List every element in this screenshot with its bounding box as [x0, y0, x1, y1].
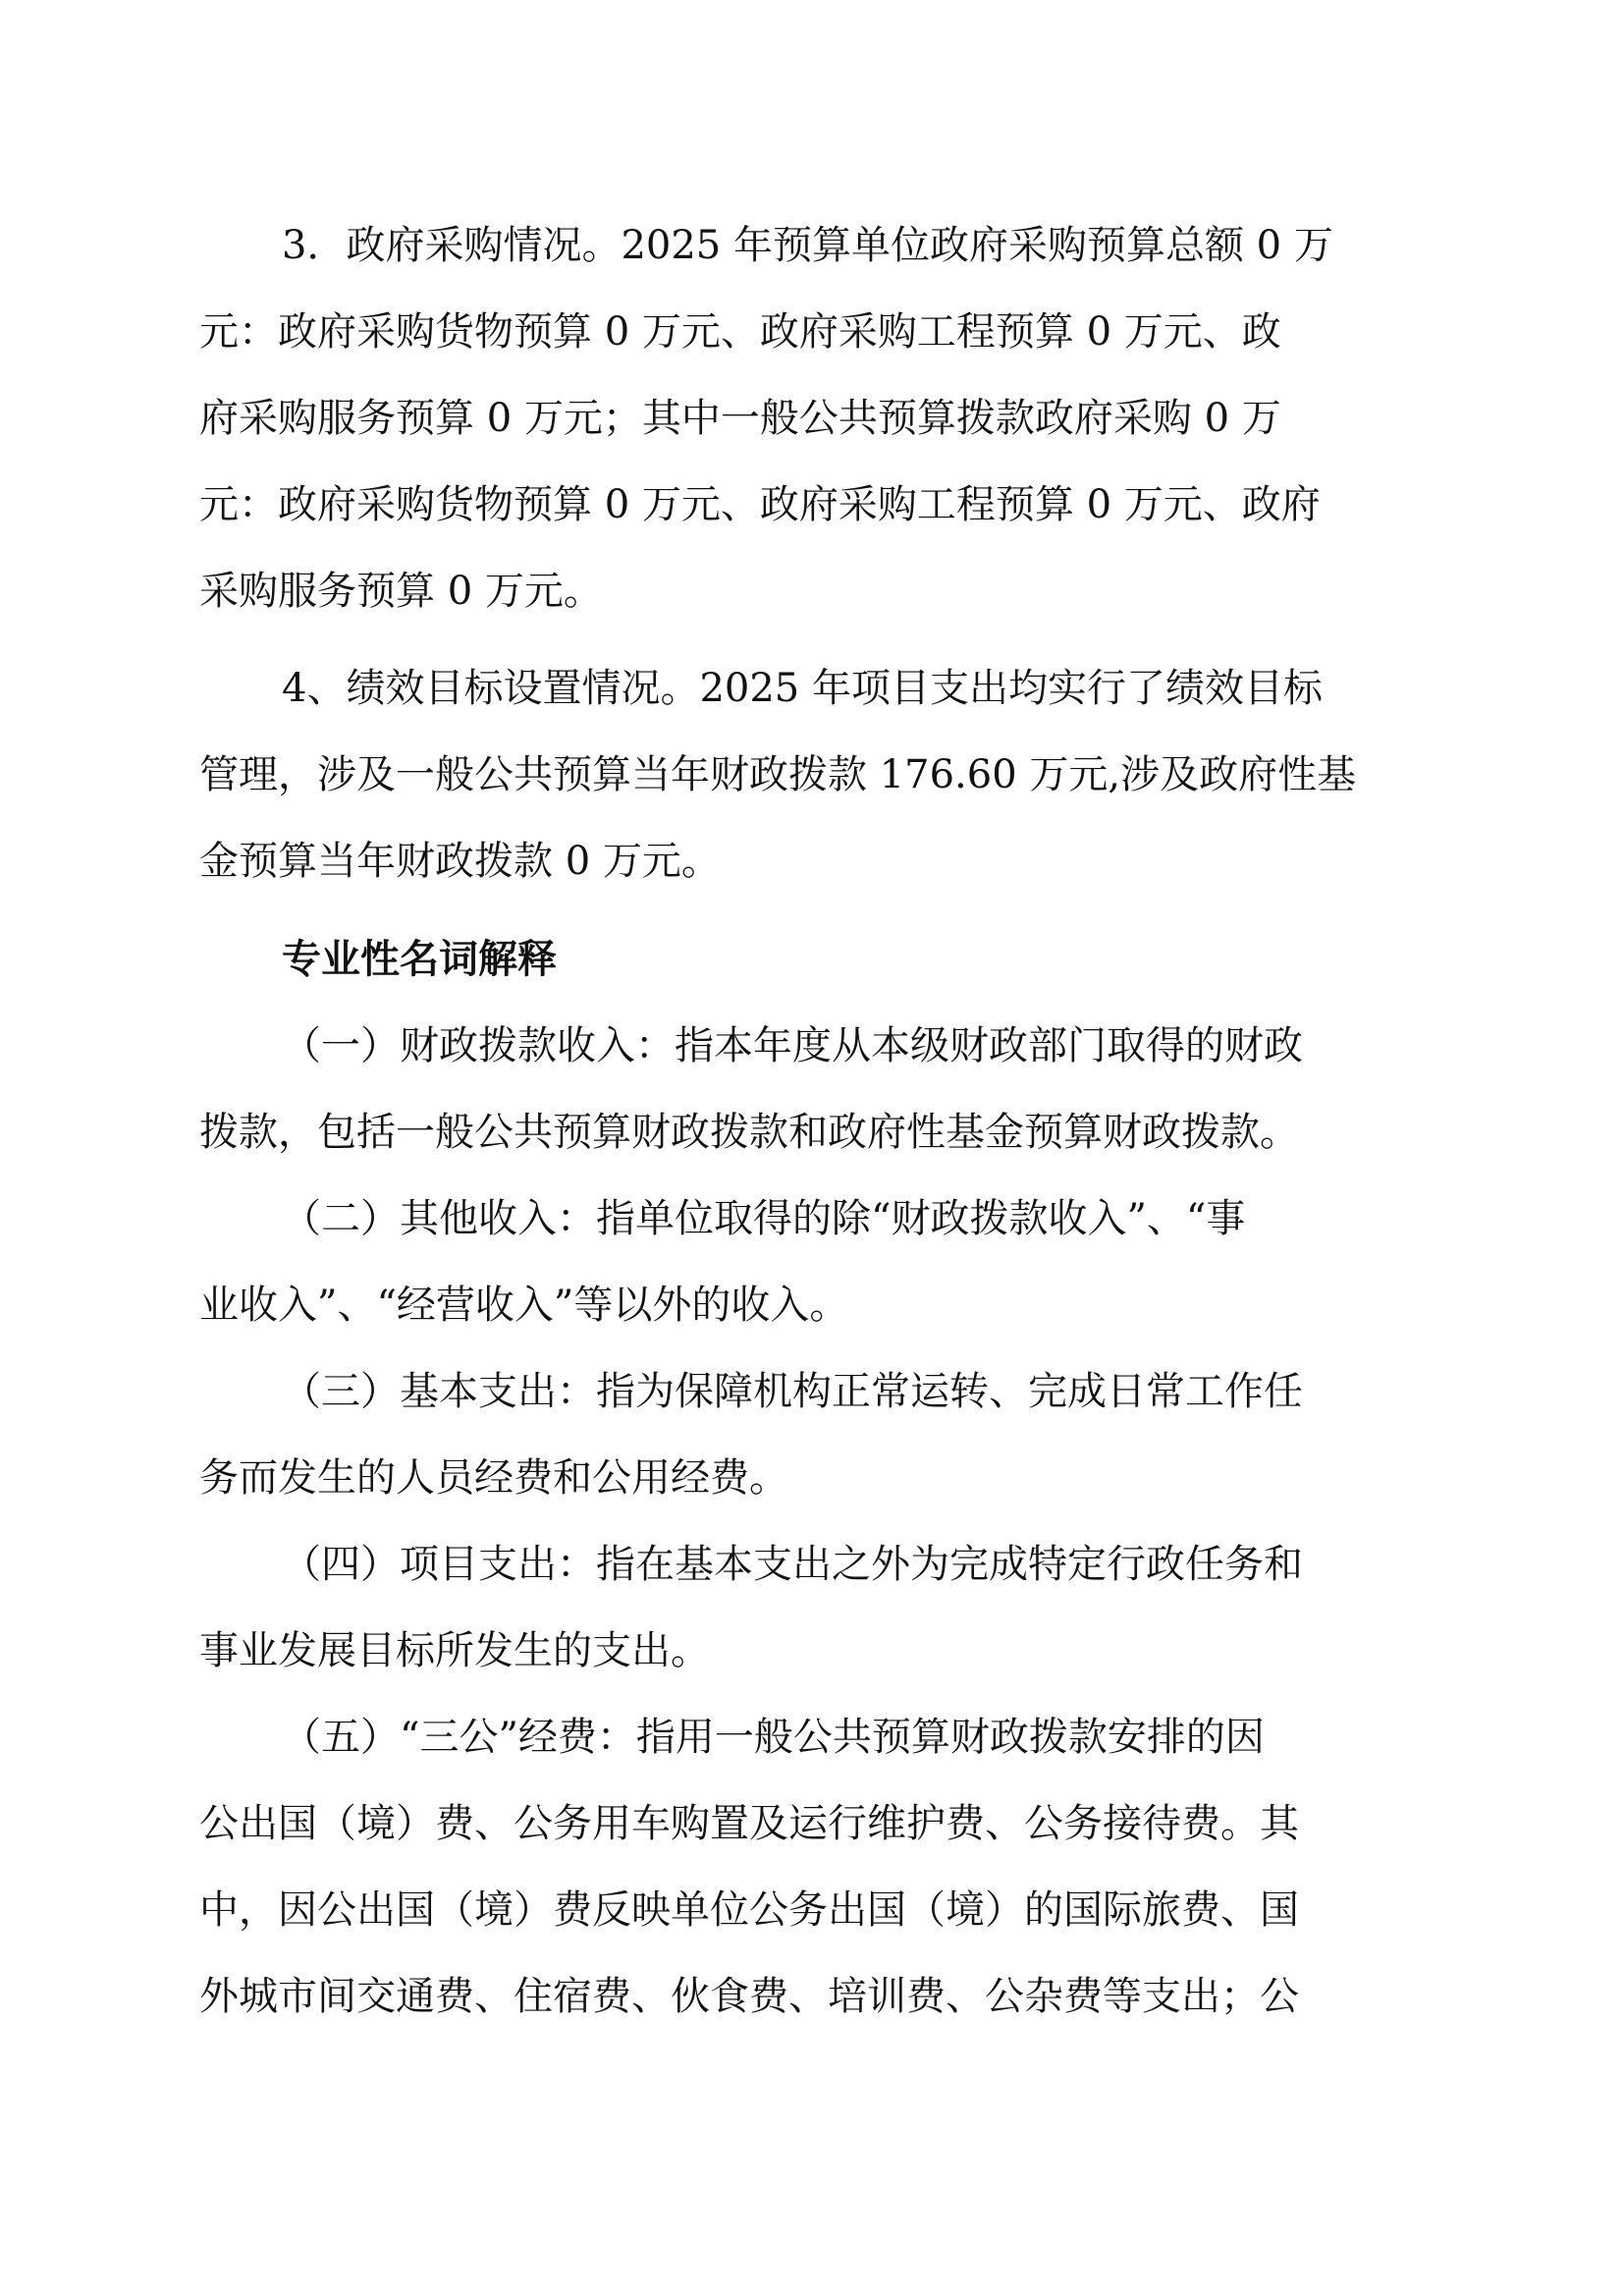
- text-line: （四）项目支出：指在基本支出之外为完成特定行政任务和: [282, 1542, 1303, 1587]
- text-line: （三）基本支出：指为保障机构正常运转、完成日常工作任: [282, 1369, 1303, 1414]
- text-line: 公出国（境）费、公务用车购置及运行维护费、公务接待费。其: [199, 1801, 1299, 1846]
- glossary-heading: 专业性名词解释: [282, 937, 557, 982]
- text-line: 外城市间交通费、住宿费、伙食费、培训费、公杂费等支出；公: [199, 1974, 1299, 2019]
- text-line: 府采购服务预算 0 万元；其中一般公共预算拨款政府采购 0 万: [199, 396, 1281, 441]
- text-line: （二）其他收入：指单位取得的除“财政拨款收入”、“事: [282, 1196, 1246, 1241]
- text-line: 4、绩效目标设置情况。2025 年项目支出均实行了绩效目标: [282, 666, 1323, 711]
- text-line: 事业发展目标所发生的支出。: [199, 1628, 710, 1673]
- text-line: 业收入”、“经营收入”等以外的收入。: [199, 1283, 849, 1328]
- text-line: 采购服务预算 0 万元。: [199, 569, 603, 614]
- text-line: 元：政府采购货物预算 0 万元、政府采购工程预算 0 万元、政府: [199, 482, 1321, 527]
- text-line: 金预算当年财政拨款 0 万元。: [199, 839, 721, 884]
- text-line: 中，因公出国（境）费反映单位公务出国（境）的国际旅费、国: [199, 1887, 1299, 1933]
- text-line: （一）财政拨款收入：指本年度从本级财政部门取得的财政: [282, 1023, 1303, 1068]
- text-line: 务而发生的人员经费和公用经费。: [199, 1455, 788, 1501]
- text-line: 管理，涉及一般公共预算当年财政拨款 176.60 万元,涉及政府性基: [199, 752, 1357, 797]
- text-line: 元：政府采购货物预算 0 万元、政府采购工程预算 0 万元、政: [199, 309, 1281, 355]
- text-line: 3．政府采购情况。2025 年预算单位政府采购预算总额 0 万: [282, 223, 1333, 268]
- text-line: 拨款，包括一般公共预算财政拨款和政府性基金预算财政拨款。: [199, 1110, 1299, 1155]
- text-line: （五）“三公”经费：指用一般公共预算财政拨款安排的因: [282, 1715, 1265, 1760]
